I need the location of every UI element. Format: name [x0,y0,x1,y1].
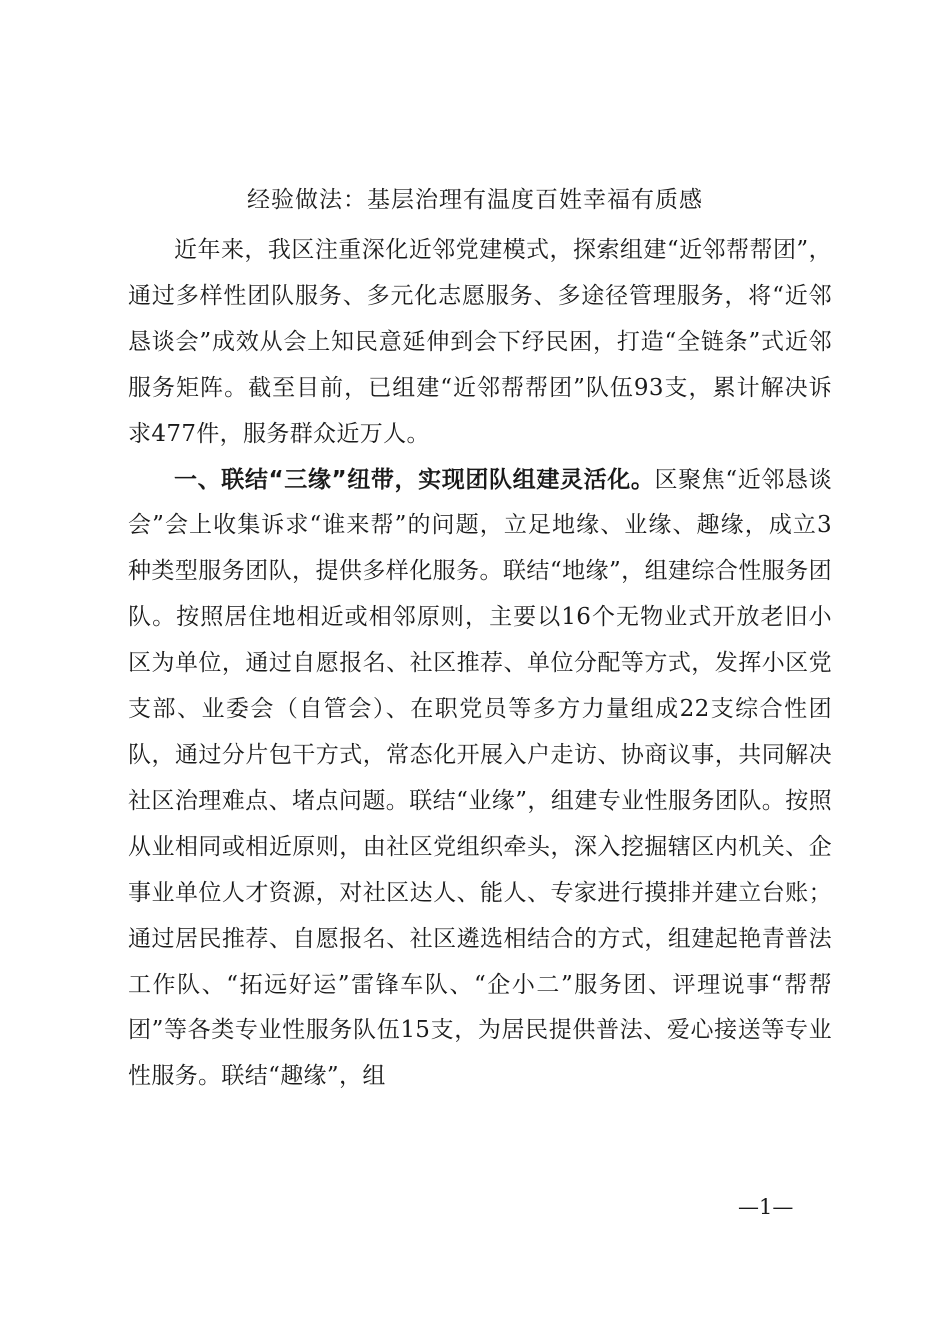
paragraph-intro-text: 近年来，我区注重深化近邻党建模式，探索组建“近邻帮帮团”，通过多样性团队服务、多元化志愿服务、多途径管理服务，将“近邻恳谈会”成效从会上知民意延伸到会下纾民困，打造“全链条”式近邻服务矩阵。截至目前，已组建“近邻帮帮团”队伍93支，累计解决诉求477件，服务群众近万人。 [128,237,832,447]
document-title: 经验做法：基层治理有温度百姓幸福有质感 [247,187,703,213]
paragraph-section-one [128,458,832,1101]
document-body [128,228,832,1100]
section-one-text: 区聚焦“近邻恳谈会”会上收集诉求“谁来帮”的问题，立足地缘、业缘、趣缘，成立3种类型服务团队，提供多样化服务。联结“地缘”，组建综合性服务团队。按照居住地相近或相邻原则，主要以16个无物业式开放老旧小区为单位，通过自愿报名、社区推荐、单位分配等方式，发挥小区党支部、业委会（自管会）、在职党员等多方力量组成22支综合性团队，通过分片包干方式，常态化开展入户走访、协商议事，共同解决社区治理难点、堵点问题。联结“业缘”，组建专业性服务团队。按照从业相同或相近原则，由社区党组织牵头，深入挖掘辖区内机关、企事业单位人才资源，对社区达人、能人、专家进行摸排并建立台账；通过居民推荐、自愿报名、社区遴选相结合的方式，组建起艳青普法工作队、“拓远好运”雷锋车队、“企小二”服务团、评理说事“帮帮团”等各类专业性服务队伍15支，为居民提供普法、爱心接送等专业性服务。联结“趣缘”，组 [128,466,832,1090]
paragraph-intro [128,228,832,458]
section-one-heading: 一、联结“三缘”纽带，实现团队组建灵活化。 [174,466,655,493]
page-number: —1— [738,1195,794,1219]
